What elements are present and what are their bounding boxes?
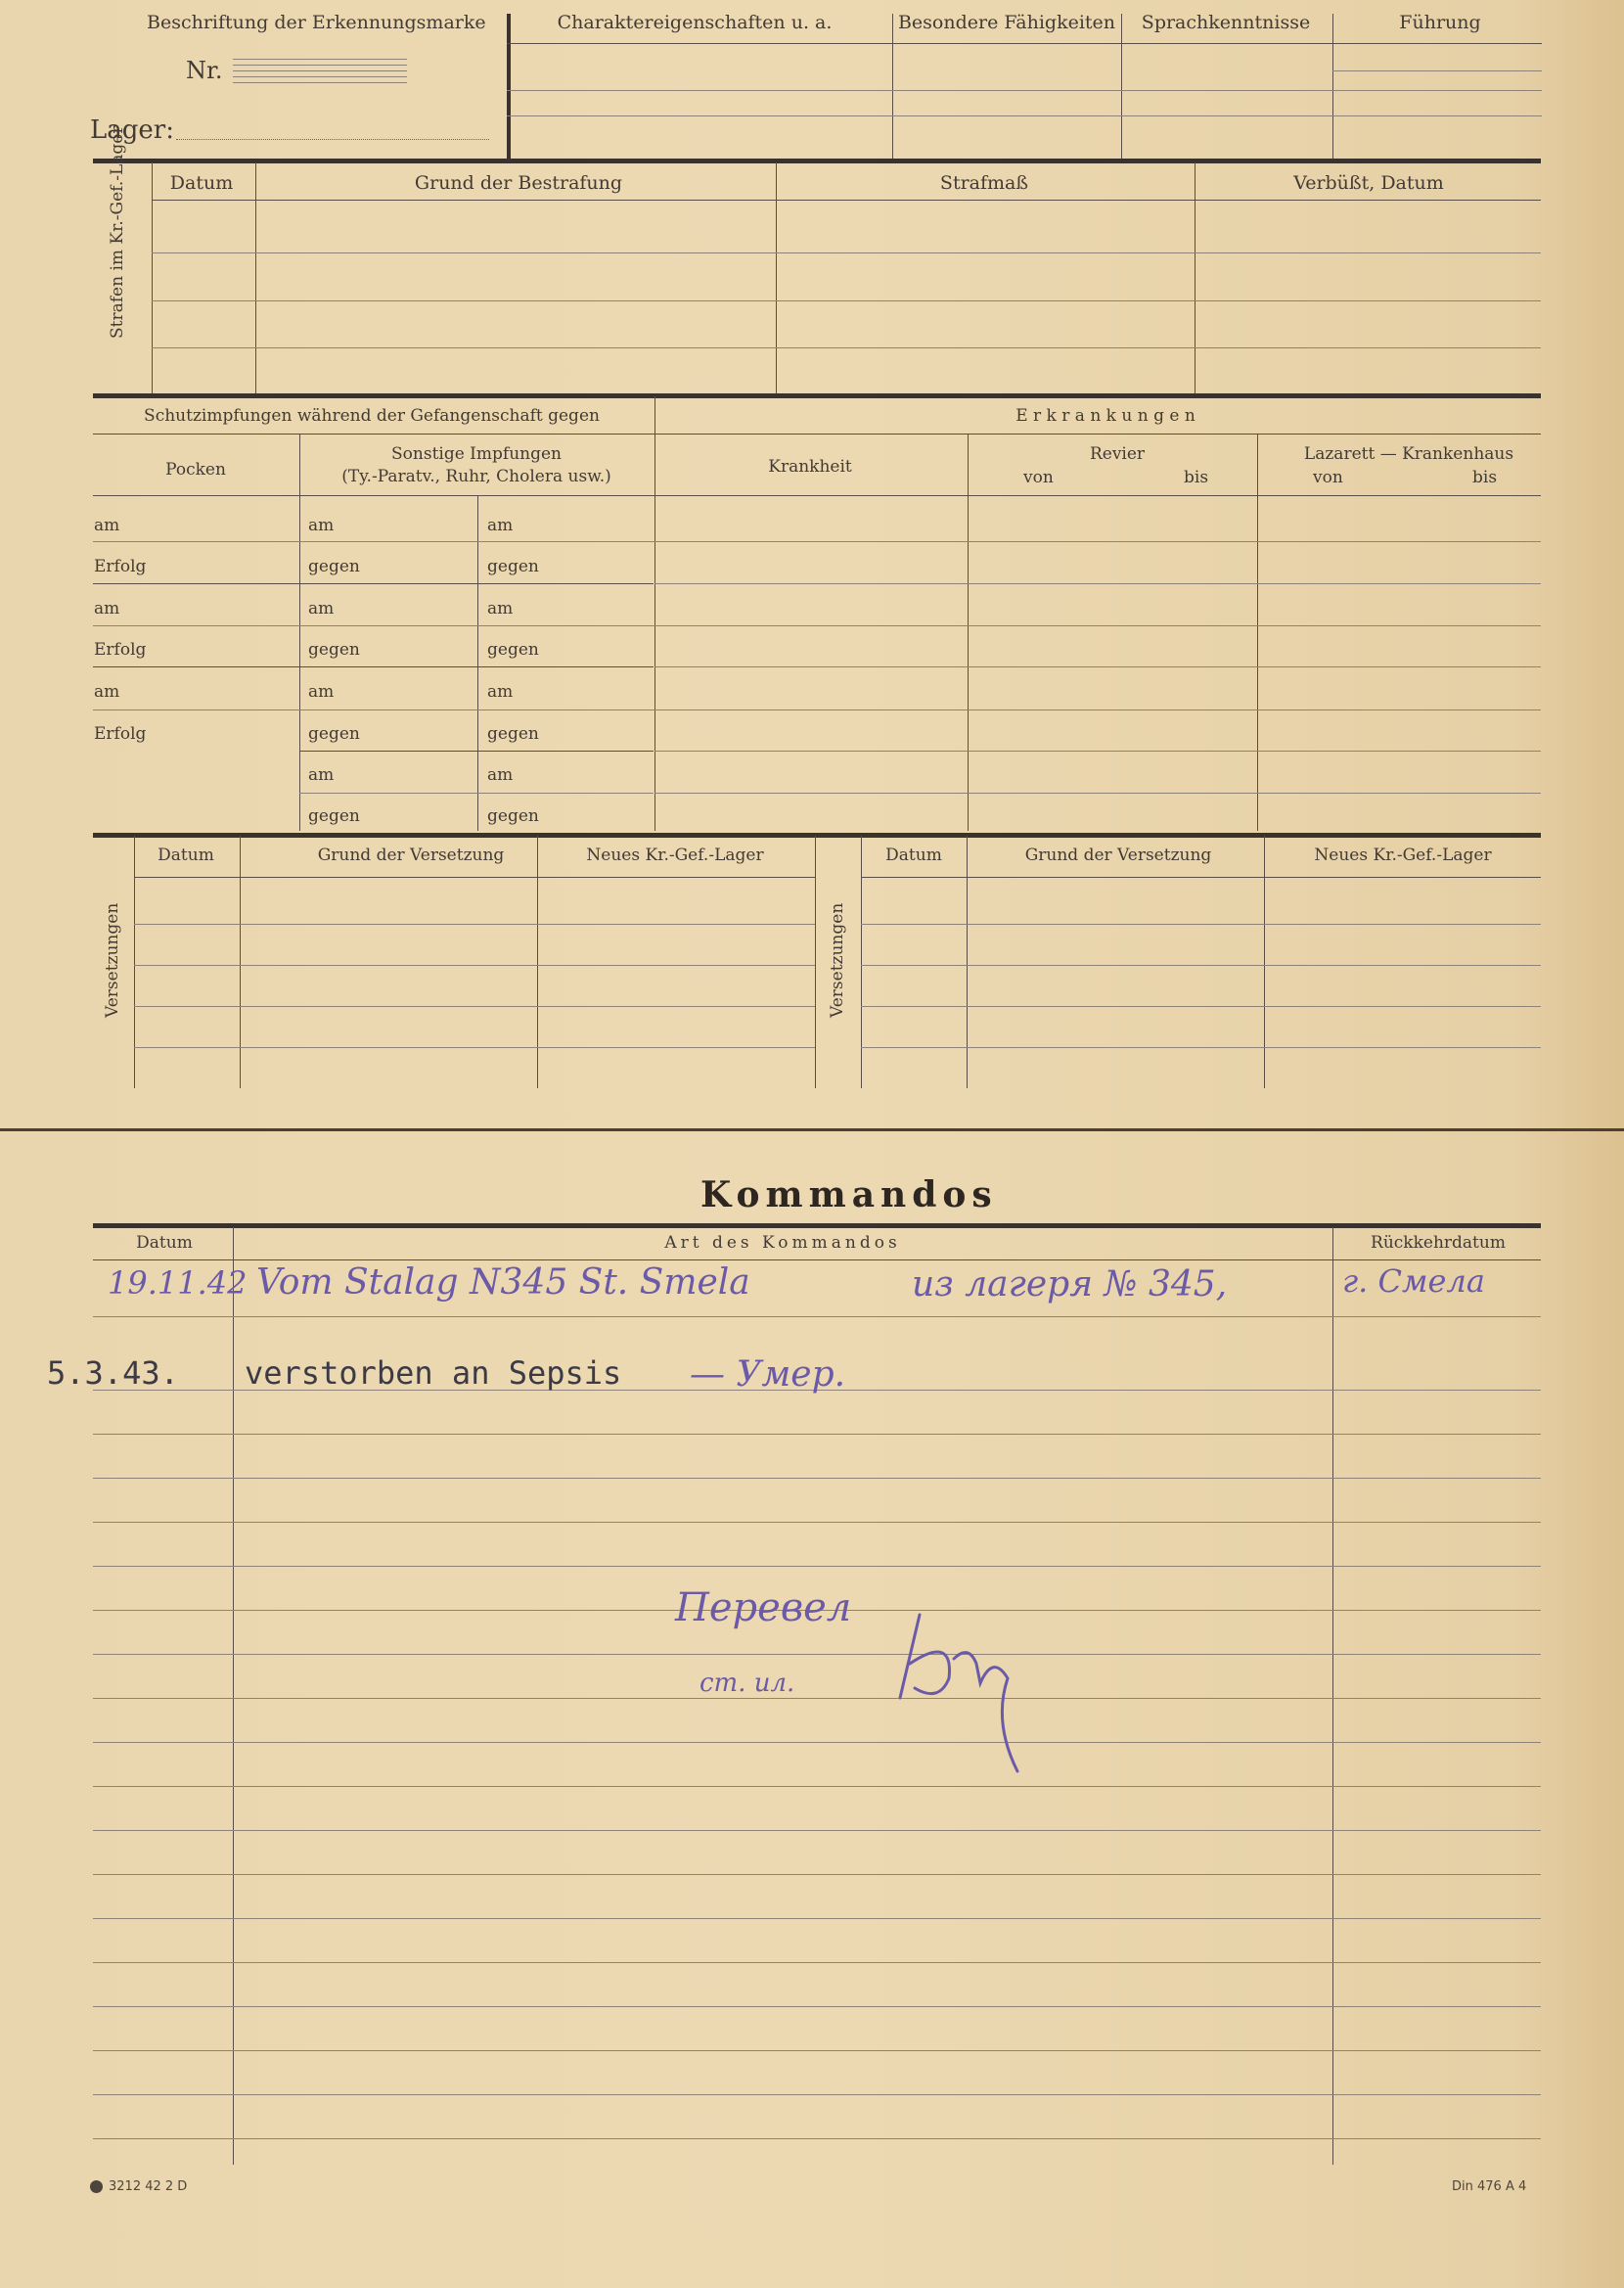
sonst-am-1a: am [308, 516, 335, 535]
entry-1-date: 19.11.42 [108, 1264, 248, 1302]
sonst-gegen-1b: gegen [487, 557, 539, 576]
strafen-grund-header: Grund der Bestrafung [414, 172, 623, 194]
erkrankungen-header: E r k r a n k u n g e n [1015, 406, 1195, 426]
versetz-side-right: Versetzungen [828, 902, 847, 1018]
revier-bis: bis [1184, 468, 1209, 487]
pocken-am-3: am [94, 682, 120, 702]
strafen-side-label: Strafen im Kr.-Gef.-Lager [108, 125, 127, 339]
print-mark-icon [90, 2180, 103, 2193]
footer-din: Din 476 A 4 [1452, 2179, 1527, 2194]
versetz-datum-right: Datum [885, 846, 942, 865]
pocken-erfolg-3: Erfolg [94, 724, 147, 744]
pocken-am-1: am [94, 516, 120, 535]
footer-code: 3212 42 2 D [109, 2179, 188, 2194]
footer-print-code [90, 2179, 187, 2194]
faehigkeiten-header: Besondere Fähigkeiten [897, 12, 1116, 33]
kommandos-art-header: Art des Kommandos [664, 1233, 901, 1253]
kommandos-ruled-lines [93, 0, 1541, 2288]
nr-label: Nr. [186, 57, 223, 84]
entry-1-text: Vom Stalag N345 St. Smela [256, 1262, 750, 1303]
pocken-header: Pocken [165, 460, 226, 480]
marke-label: Beschriftung der Erkennungsmarke [147, 12, 486, 33]
pocken-erfolg-1: Erfolg [94, 557, 147, 576]
kommandos-datum-header: Datum [136, 1233, 193, 1253]
sprachen-header: Sprachkenntnisse [1141, 12, 1311, 33]
kommandos-title: Kommandos [700, 1174, 998, 1215]
versetz-grund-left: Grund der Versetzung [317, 846, 505, 865]
sonstige-header-2: (Ty.-Paratv., Ruhr, Cholera usw.) [341, 467, 611, 486]
sonst-am-2a: am [308, 599, 335, 618]
sonst-am-4a: am [308, 765, 335, 785]
revier-header: Revier [1089, 444, 1146, 464]
versetz-datum-left: Datum [158, 846, 214, 865]
lazarett-header: Lazarett — Krankenhaus [1303, 444, 1514, 464]
lazarett-bis: bis [1472, 468, 1498, 487]
entry-2-text: verstorben an Sepsis [245, 1354, 622, 1392]
sonst-am-4b: am [487, 765, 514, 785]
sonst-gegen-4b: gegen [487, 806, 539, 826]
sonst-gegen-2b: gegen [487, 640, 539, 660]
revier-von: von [1023, 468, 1054, 487]
sonst-gegen-2a: gegen [308, 640, 360, 660]
strafen-datum-header: Datum [169, 172, 234, 194]
charakter-header: Charaktereigenschaften u. a. [557, 12, 833, 33]
kommandos-rueckkehr-header: Rückkehrdatum [1371, 1233, 1506, 1253]
pocken-am-2: am [94, 599, 120, 618]
sonst-gegen-1a: gegen [308, 557, 360, 576]
versetz-side-left: Versetzungen [103, 902, 122, 1018]
impf-header: Schutzimpfungen während der Gefangenschaft gegen [144, 406, 600, 426]
signature-scribble [861, 1585, 1037, 1781]
verbuesst-header: Verbüßt, Datum [1293, 172, 1444, 194]
entry-2-ru: — Умер. [690, 1354, 846, 1395]
entry-1-return: г. Смела [1342, 1262, 1485, 1300]
versetz-grund-right: Grund der Versetzung [1024, 846, 1212, 865]
entry-2-date: 5.3.43. [47, 1354, 179, 1392]
sonst-am-1b: am [487, 516, 514, 535]
sonst-am-3a: am [308, 682, 335, 702]
sonst-gegen-4a: gegen [308, 806, 360, 826]
versetz-neues-left: Neues Kr.-Gef.-Lager [586, 846, 764, 865]
lazarett-von: von [1313, 468, 1343, 487]
sonst-am-2b: am [487, 599, 514, 618]
sonstige-header-1: Sonstige Impfungen [391, 444, 562, 464]
versetz-neues-right: Neues Kr.-Gef.-Lager [1314, 846, 1492, 865]
sonst-am-3b: am [487, 682, 514, 702]
krankheit-header: Krankheit [768, 457, 852, 477]
signature-text-2: ст. ил. [699, 1669, 795, 1698]
sonst-gegen-3a: gegen [308, 724, 360, 744]
pocken-erfolg-2: Erfolg [94, 640, 147, 660]
sonst-gegen-3b: gegen [487, 724, 539, 744]
strafmass-header: Strafmaß [939, 172, 1029, 194]
signature-text-1: Перевел [675, 1585, 852, 1630]
fuehrung-header: Führung [1399, 12, 1481, 33]
lager-label: Lager: [90, 115, 174, 145]
entry-1-ru: из лагеря № 345, [912, 1264, 1228, 1304]
